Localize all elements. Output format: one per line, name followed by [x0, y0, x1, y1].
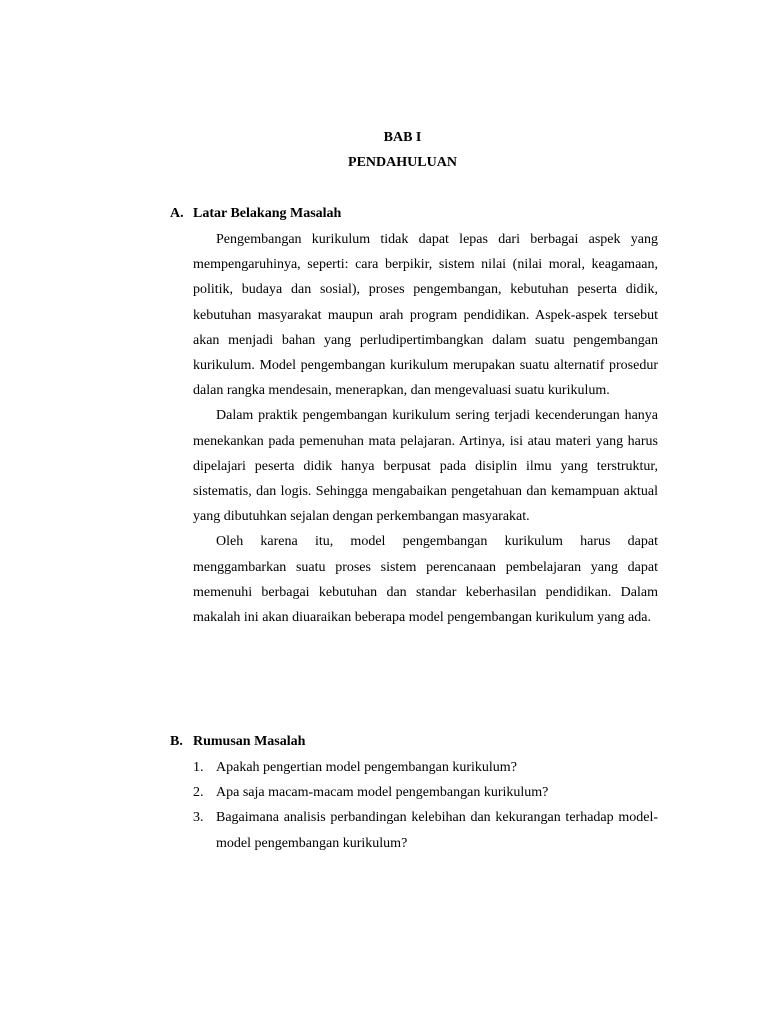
list-item [193, 780, 658, 805]
section-heading-problem-statement [170, 732, 660, 752]
paragraph: Dalam praktik pengembangan kurikulum sering terjadi kecenderungan hanya menekankan pada pemenuhan mata pelajaran. Artinya, isi atau materi yang harus dipelajari peserta didik hanya berpusat pada disiplin ilmu yang terstruktur, sistematis, dan logis. Sehingga mengabaikan pengetahuan dan kemampuan aktual yang dibutuhkan sejalan dengan perkembangan masyarakat. [193, 408, 658, 525]
list-item-number: 2. [193, 785, 204, 801]
background-body [193, 227, 658, 630]
list-item-number: 3. [193, 810, 204, 826]
list-item-text: Apakah pengertian model pengembangan kurikulum? [216, 760, 517, 775]
question-list [193, 755, 658, 856]
section-letter: A. [170, 206, 184, 221]
paragraph: Pengembangan kurikulum tidak dapat lepas dari berbagai aspek yang mempengaruhinya, seperti: cara berpikir, sistem nilai (nilai moral, keagamaan, politik, budaya dan sosial), proses pengembangan, kebutuhan peserta didik, kebutuhan masyarakat maupun arah program pendidikan. Aspek-aspek tersebut akan menjadi bahan yang perludipertimbangkan dalam suatu pengembangan kurikulum. Model pengembangan kurikulum merupakan suatu alternatif prosedur dalan rangka mendesain, menerapkan, dan mengevaluasi suatu kurikulum. [193, 232, 658, 399]
section-heading-background [170, 204, 660, 224]
list-item [193, 755, 658, 780]
section-letter: B. [170, 734, 183, 749]
list-item-text: Apa saja macam-macam model pengembangan kurikulum? [216, 785, 549, 801]
chapter-title: PENDAHULUAN [348, 155, 457, 170]
chapter-number: BAB I [383, 130, 422, 145]
section-title: Rumusan Masalah [193, 734, 306, 749]
list-item-text: Bagaimana analisis perbandingan kelebihan dan kekurangan terhadap model-model pengembangan kurikulum? [216, 810, 658, 851]
list-item [193, 805, 658, 855]
section-title: Latar Belakang Masalah [193, 206, 342, 221]
list-item-number: 1. [193, 760, 204, 775]
paragraph: Oleh karena itu, model pengembangan kurikulum harus dapat menggambarkan suatu proses sistem perencanaan pembelajaran yang dapat memenuhi berbagai kebutuhan dan standar keberhasilan pendidikan. Dalam makalah ini akan diuaraikan beberapa model pengembangan kurikulum yang ada. [193, 534, 658, 626]
